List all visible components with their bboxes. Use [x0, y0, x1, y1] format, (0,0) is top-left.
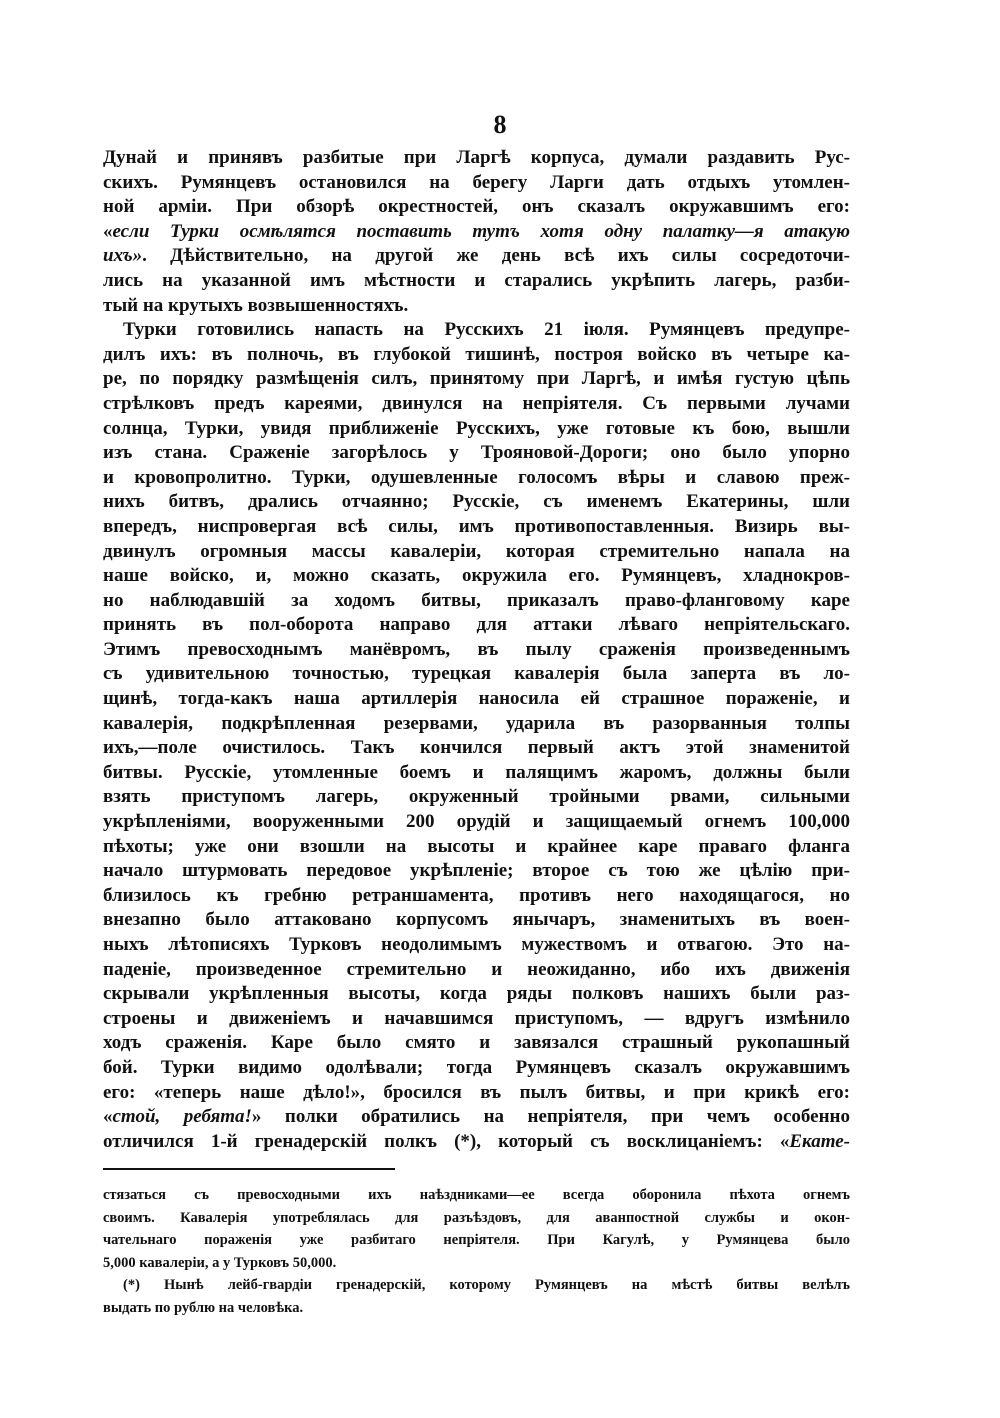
text-line: ной арміи. При обзорѣ окрестностей, онъ сказалъ окружавшимъ его: — [103, 196, 850, 218]
footnote-divider — [103, 1168, 395, 1170]
text-line: Дунай и принявъ разбитые при Ларгѣ корпуса, думали раздавить Рус- — [103, 147, 850, 168]
text-line: впередъ, ниспровергая всѣ силы, имъ противопоставленныя. Визирь вы- — [103, 515, 850, 537]
footnote-line: выдать по рублю на человѣка. — [103, 1299, 304, 1316]
text-line: Турки готовились напасть на Русскихъ 21 іюля. Румянцевъ предупре- — [123, 319, 850, 341]
text-run: » полки обратились на непріятеля, при чемъ особенно — [251, 1106, 850, 1128]
footnote-line: (*) Нынѣ лейб-гвардіи гренадерскій, которому Румянцевъ на мѣстѣ битвы велѣлъ — [123, 1277, 850, 1293]
text-line: бой. Турки видимо одолѣвали; тогда Румянцевъ сказалъ окружавшимъ — [103, 1056, 850, 1078]
text-line — [103, 244, 850, 269]
footnote-line: стязаться съ превосходными ихъ наѣздниками—ее всегда оборонила пѣхота огнемъ — [103, 1187, 850, 1203]
text-line: съ удивительною точностью, турецкая кавалерія была заперта въ ло- — [103, 663, 850, 685]
text-line: Этимъ превосходнымъ манёвромъ, въ пылу сраженія произведеннымъ — [103, 638, 850, 660]
text-line: паденіе, произведенное стремительно и неожиданно, ибо ихъ движенія — [103, 958, 850, 980]
text-line: солнца, Турки, увидя приближеніе Русскихъ, уже готовые къ бою, вышли — [103, 417, 850, 439]
body-text — [103, 146, 850, 1154]
text-line: скрывали укрѣпленныя высоты, когда ряды полковъ нашихъ были раз- — [103, 983, 850, 1005]
footnotes — [103, 1184, 850, 1319]
footnote-line: чательнаго пораженія уже разбитаго непріятеля. При Кагулѣ, у Румянцева было — [103, 1232, 850, 1248]
text-line: близилось къ гребню ретраншамента, противъ него находящагося, но — [103, 884, 850, 906]
text-line: начало штурмовать передовое укрѣпленіе; второе съ тою же цѣлію при- — [103, 860, 850, 882]
italic-quote: ихъ» — [103, 245, 143, 267]
text-line: скихъ. Румянцевъ остановился на берегу Ларги дать отдыхъ утомлен- — [103, 171, 850, 193]
text-line: кавалерія, подкрѣпленная резервами, ударила въ разорванныя толпы — [103, 712, 850, 734]
text-line: наше войско, и, можно сказать, окружила его. Румянцевъ, хладнокров- — [103, 565, 850, 587]
text-line: принять въ пол-оборота направо для аттаки лѣваго непріятельскаго. — [103, 614, 850, 636]
text-line: ныхъ лѣтописяхъ Турковъ неодолимымъ мужествомъ и отвагою. Это на- — [103, 934, 850, 955]
text-line: его: «теперь наше дѣло!», бросился въ пылъ битвы, и при крикѣ его: — [103, 1081, 850, 1103]
page-number: 8 — [493, 110, 507, 139]
text-line: но наблюдавшій за ходомъ битвы, приказалъ право-фланговому каре — [103, 589, 850, 611]
italic-quote: стой, ребята! — [112, 1106, 252, 1128]
text-line: ихъ,—поле очистилось. Такъ кончился первый актъ этой знаменитой — [103, 737, 850, 759]
text-line: дилъ ихъ: въ полночь, въ глубокой тишинѣ, построя войско въ четыре ка- — [103, 343, 850, 365]
text-line: стрѣлковъ предъ кареями, двинулся на непріятеля. Съ первыми лучами — [103, 392, 850, 414]
footnote-line: своимъ. Кавалерія употреблялась для разъѣздовъ, для аванпостной службы и окон- — [103, 1209, 850, 1226]
text-line: изъ стана. Сраженіе загорѣлось у Трояновой-Дороги; оно было упорно — [103, 442, 850, 464]
text-line: ре, по порядку размѣщенія силъ, принятому при Ларгѣ, и имѣя густую цѣпь — [103, 368, 850, 390]
text-run: « — [103, 1106, 113, 1128]
text-line — [103, 1130, 850, 1155]
text-line — [103, 1105, 850, 1130]
text-line: внезапно было аттаковано корпусомъ янычаръ, знаменитыхъ въ воен- — [103, 909, 850, 931]
text-line: лись на указанной имъ мѣстности и старались укрѣпить лагерь, разби- — [103, 269, 850, 291]
text-line: пѣхоты; уже они взошли на высоты и крайнее каре праваго фланга — [103, 835, 850, 857]
text-line: нихъ битвъ, дрались отчаянно; Русскіе, съ именемъ Екатерины, шли — [103, 491, 850, 513]
text-line: ходъ сраженія. Каре было смято и завязался страшный рукопашный — [103, 1032, 850, 1054]
text-run: « — [103, 220, 113, 242]
text-line — [103, 220, 850, 245]
text-line: тый на крутыхъ возвышенностяхъ. — [103, 294, 409, 316]
text-line: битвы. Русскіе, утомленные боемъ и палящимъ жаромъ, должны были — [103, 761, 850, 783]
text-line: взять приступомъ лагерь, окруженный тройными рвами, сильными — [103, 786, 850, 808]
text-run: . Дѣйствительно, на другой же день всѣ ихъ силы сосредоточи- — [142, 245, 850, 267]
italic-quote: если Турки осмѣлятся поставить тутъ хотя одну палатку—я атакую — [112, 220, 850, 242]
italic-quote: Екате- — [789, 1130, 850, 1152]
text-line: укрѣпленіями, вооруженными 200 орудій и защищаемый огнемъ 100,000 — [103, 811, 850, 833]
footnote-line: 5,000 кавалеріи, а у Турковъ 50,000. — [103, 1254, 337, 1271]
text-line: и кровопролитно. Турки, одушевленные голосомъ вѣры и славою преж- — [103, 466, 850, 488]
text-line: двинулъ огромныя массы кавалеріи, которая стремительно напала на — [103, 540, 850, 562]
text-line: строены и движеніемъ и начавшимся приступомъ, — вдругъ измѣнило — [103, 1007, 850, 1029]
text-run: отличился 1-й гренадерскій полкъ (*), который съ восклицаніемъ: « — [103, 1130, 790, 1152]
text-line: щинѣ, тогда-какъ наша артиллерія наносила ей страшное пораженіе, и — [103, 688, 850, 710]
